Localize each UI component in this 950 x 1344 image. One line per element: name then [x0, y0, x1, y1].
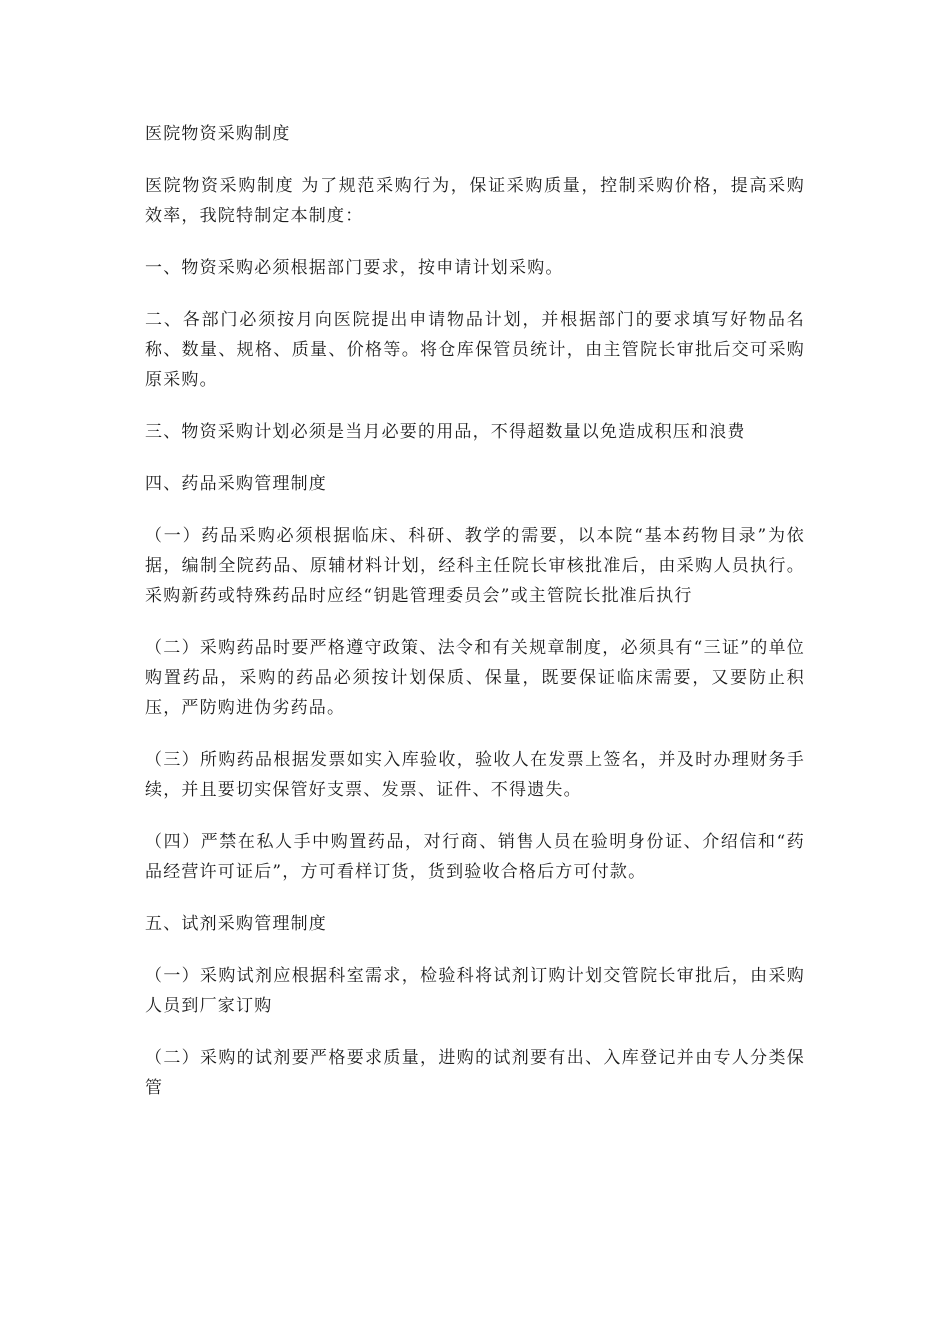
paragraph-intro: 医院物资采购制度 为了规范采购行为，保证采购质量，控制采购价格，提高采购效率，我院特制定本制度：	[145, 176, 805, 226]
document-page	[145, 119, 805, 1125]
section-heading-drugs: 四、药品采购管理制度	[145, 474, 327, 494]
paragraph-drugs-2: （二）采购药品时要严格遵守政策、法令和有关规章制度，必须具有“三证”的单位购置药品，采购的药品必须按计划保质、保量，既要保证临床需要，又要防止积压，严防购进伪劣药品。	[145, 638, 805, 718]
paragraph-item-1: 一、物资采购必须根据部门要求，按申请计划采购。	[145, 258, 564, 278]
document-title: 医院物资采购制度	[145, 124, 291, 144]
paragraph-item-2: 二、各部门必须按月向医院提出申请物品计划，并根据部门的要求填写好物品名称、数量、规格、质量、价格等。将仓库保管员统计，由主管院长审批后交可采购原采购。	[145, 310, 805, 390]
paragraph-reagents-1: （一）采购试剂应根据科室需求，检验科将试剂订购计划交管院长审批后，由采购人员到厂家订购	[145, 966, 805, 1016]
paragraph-drugs-4: （四）严禁在私人手中购置药品，对行商、销售人员在验明身份证、介绍信和“药品经营许可证后”，方可看样订货，货到验收合格后方可付款。	[145, 832, 805, 882]
paragraph-item-3: 三、物资采购计划必须是当月必要的用品，不得超数量以免造成积压和浪费	[145, 422, 746, 442]
paragraph-drugs-1: （一）药品采购必须根据临床、科研、教学的需要，以本院“基本药物目录”为依据，编制全院药品、原辅材料计划，经科主任院长审核批准后，由采购人员执行。采购新药或特殊药品时应经“钥匙管理委员会”或主管院长批准后执行	[145, 526, 805, 606]
section-heading-reagents: 五、试剂采购管理制度	[145, 914, 327, 934]
paragraph-reagents-2: （二）采购的试剂要严格要求质量，进购的试剂要有出、入库登记并由专人分类保管	[145, 1048, 805, 1098]
paragraph-drugs-3: （三）所购药品根据发票如实入库验收，验收人在发票上签名，并及时办理财务手续，并且要切实保管好支票、发票、证件、不得遗失。	[145, 750, 805, 800]
